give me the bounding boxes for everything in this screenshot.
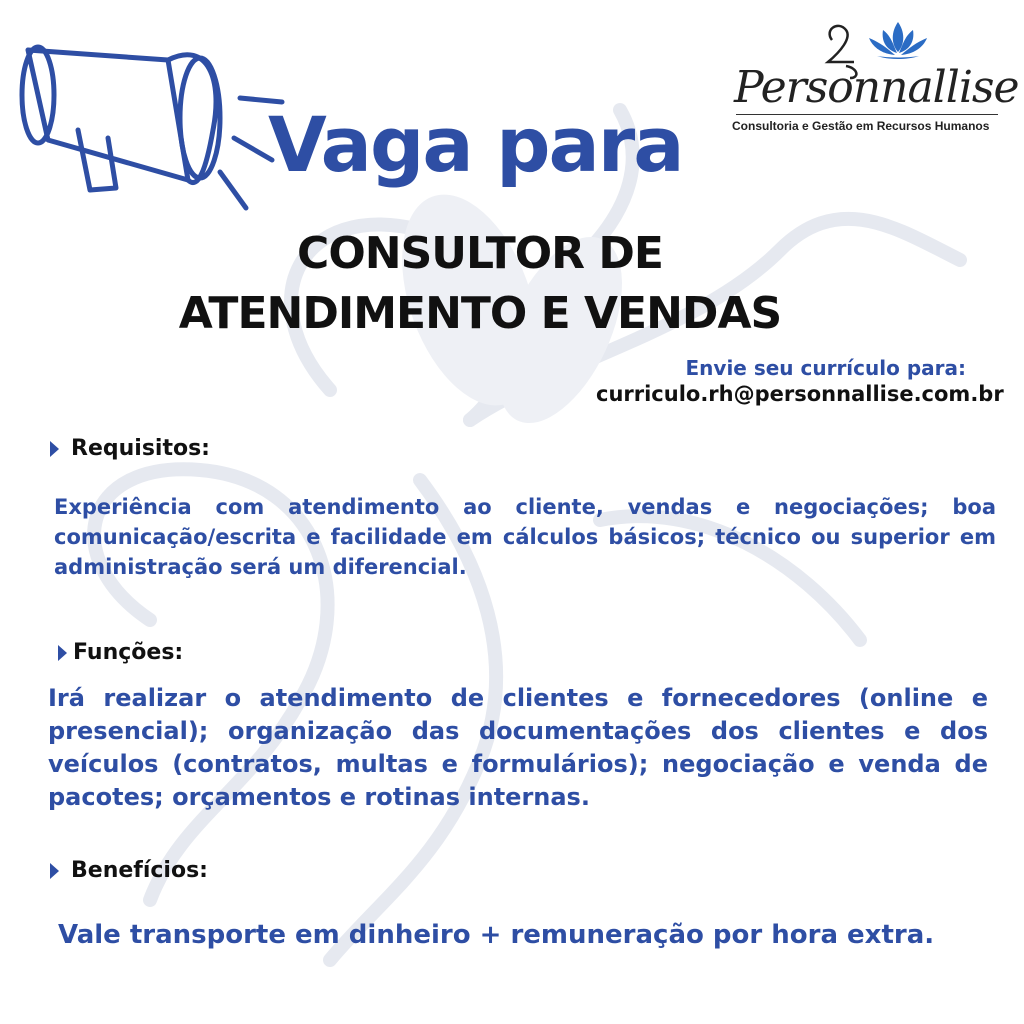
- contact-label: Envie seu currículo para:: [685, 356, 966, 380]
- section-requisitos-title: Requisitos:: [71, 436, 210, 461]
- megaphone-icon: [8, 20, 298, 220]
- section-funcoes-text: Irá realizar o atendimento de clientes e fornecedores (online e presencial); organização das documentações dos clientes e dos veículos (contratos, multas e formulários); negociação e venda de pacotes; orçamentos e rotinas internas.: [48, 684, 988, 811]
- contact-email: curriculo.rh@personnallise.com.br: [596, 382, 1004, 406]
- chevron-right-icon: [50, 863, 59, 879]
- logo-tagline: Consultoria e Gestão em Recursos Humanos: [732, 119, 990, 133]
- job-title-line-1: CONSULTOR DE: [297, 228, 663, 279]
- section-funcoes-title: Funções:: [73, 640, 184, 665]
- section-beneficios-text: Vale transporte em dinheiro + remuneração por hora extra.: [58, 920, 935, 950]
- chevron-right-icon: [50, 441, 59, 457]
- headline: Vaga para: [268, 100, 683, 189]
- logo-name: Personnallise: [734, 62, 1019, 113]
- lotus-icon: [863, 18, 933, 60]
- section-beneficios-title: Benefícios:: [71, 858, 208, 883]
- logo-divider: [736, 114, 998, 115]
- section-requisitos-heading: [50, 436, 210, 461]
- section-requisitos-text: Experiência com atendimento ao cliente, vendas e negociações; boa comunicação/escrita e facilidade em cálculos básicos; técnico ou superior em administração será um diferencial.: [54, 495, 996, 579]
- job-title-line-2: ATENDIMENTO E VENDAS: [178, 288, 782, 339]
- section-funcoes-heading: [58, 640, 183, 665]
- company-logo: [728, 18, 1019, 140]
- chevron-right-icon: [58, 645, 67, 661]
- section-beneficios-heading: [50, 858, 208, 883]
